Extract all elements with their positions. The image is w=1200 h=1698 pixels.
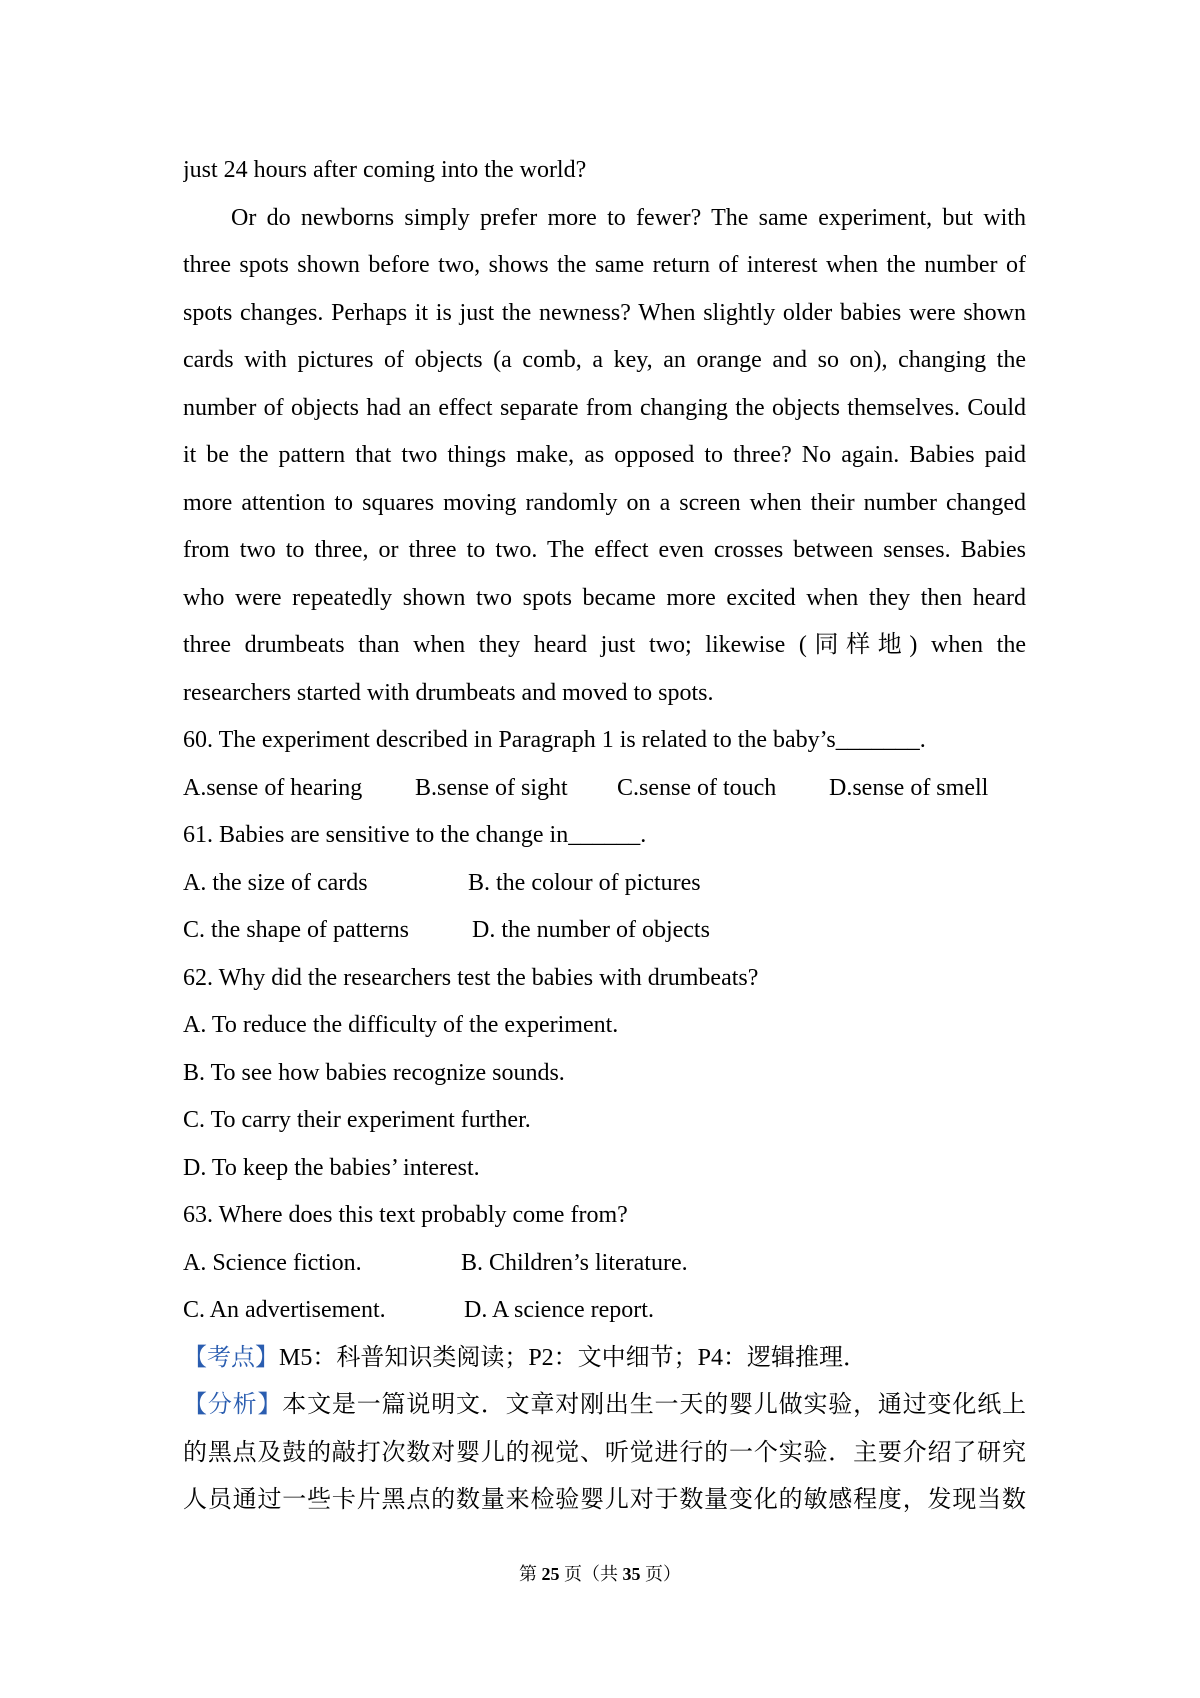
page-number-suffix: 页） xyxy=(640,1564,681,1584)
question-60-options xyxy=(183,765,1026,813)
question-61-stem: 61. Babies are sensitive to the change in______. xyxy=(183,822,647,848)
question-61-option-d: D. the number of objects xyxy=(472,917,710,943)
kaodian-label: 【考点】 xyxy=(183,1344,279,1371)
page-content xyxy=(183,147,1026,1525)
question-62-option-a: A. To reduce the difficulty of the experiment. xyxy=(183,1012,619,1038)
question-63-option-a: A. Science fiction. xyxy=(183,1249,362,1276)
fenxi-label: 【分析】 xyxy=(183,1392,283,1418)
passage-line: number of objects had an effect separate from changing the objects themselves. Could xyxy=(183,394,1026,421)
question-61-option-a: A. the size of cards xyxy=(183,869,368,896)
passage-line: more attention to squares moving randomly on a screen when their number changed xyxy=(183,489,1026,516)
passage-line: three spots shown before two, shows the same return of interest when the number of xyxy=(183,252,1026,278)
fenxi-line: 的黑点及鼓的敲打次数对婴儿的视觉、听觉进行的一个实验．主要介绍了研究 xyxy=(183,1439,1026,1466)
question-60-option-a: A.sense of hearing xyxy=(183,774,363,801)
passage-line: from two to three, or three to two. The effect even crosses between senses. Babies xyxy=(183,537,1026,563)
question-63-options-row-2 xyxy=(183,1287,1026,1335)
passage-line: researchers started with drumbeats and moved to spots. xyxy=(183,679,714,706)
question-61-options-row-2 xyxy=(183,907,1026,955)
question-60-option-d: D.sense of smell xyxy=(829,774,989,801)
page-number-middle: 页（共 xyxy=(559,1564,623,1584)
fenxi-line xyxy=(183,1382,1026,1430)
question-62-option-b: B. To see how babies recognize sounds. xyxy=(183,1059,565,1086)
passage-line: just 24 hours after coming into the world? xyxy=(183,157,587,183)
passage-line: three drumbeats than when they heard just two; likewise (同样地) when the xyxy=(183,632,1026,658)
passage-line: it be the pattern that two things make, as opposed to three? No again. Babies paid xyxy=(183,442,1026,468)
total-pages: 35 xyxy=(622,1564,641,1584)
page-number-prefix: 第 xyxy=(519,1564,542,1584)
question-60-option-b: B.sense of sight xyxy=(415,774,568,801)
question-61-options-row-1 xyxy=(183,860,1026,908)
question-60-option-c: C.sense of touch xyxy=(617,774,777,801)
question-63-option-c: C. An advertisement. xyxy=(183,1297,386,1323)
question-62-stem: 62. Why did the researchers test the babies with drumbeats? xyxy=(183,964,759,991)
question-61-option-b: B. the colour of pictures xyxy=(468,869,701,896)
passage-line: who were repeatedly shown two spots became more excited when they then heard xyxy=(183,584,1026,611)
page-number xyxy=(0,1560,1200,1588)
passage-line: spots changes. Perhaps it is just the newness? When slightly older babies were shown xyxy=(183,299,1026,326)
passage-line: cards with pictures of objects (a comb, a key, an orange and so on), changing the xyxy=(183,347,1026,373)
current-page: 25 xyxy=(541,1564,560,1584)
fenxi-text: 本文是一篇说明文．文章对刚出生一天的婴儿做实验，通过变化纸上 xyxy=(282,1392,1026,1418)
question-62-option-c: C. To carry their experiment further. xyxy=(183,1107,531,1133)
question-63-stem: 63. Where does this text probably come from? xyxy=(183,1202,628,1228)
kaodian-text: M5：科普知识类阅读；P2：文中细节；P4：逻辑推理． xyxy=(279,1344,868,1371)
question-62-option-d: D. To keep the babies’ interest. xyxy=(183,1154,480,1181)
question-63-option-d: D. A science report. xyxy=(464,1297,654,1323)
question-63-option-b: B. Children’s literature. xyxy=(461,1249,688,1276)
fenxi-line: 人员通过一些卡片黑点的数量来检验婴儿对于数量变化的敏感程度，发现当数 xyxy=(183,1487,1026,1513)
kaodian-line xyxy=(183,1335,1026,1383)
question-63-options-row-1 xyxy=(183,1240,1026,1288)
question-61-option-c: C. the shape of patterns xyxy=(183,917,409,943)
question-60-stem: 60. The experiment described in Paragraph 1 is related to the baby’s_______. xyxy=(183,727,926,753)
passage-line: Or do newborns simply prefer more to fewer? The same experiment, but with xyxy=(231,204,1026,231)
